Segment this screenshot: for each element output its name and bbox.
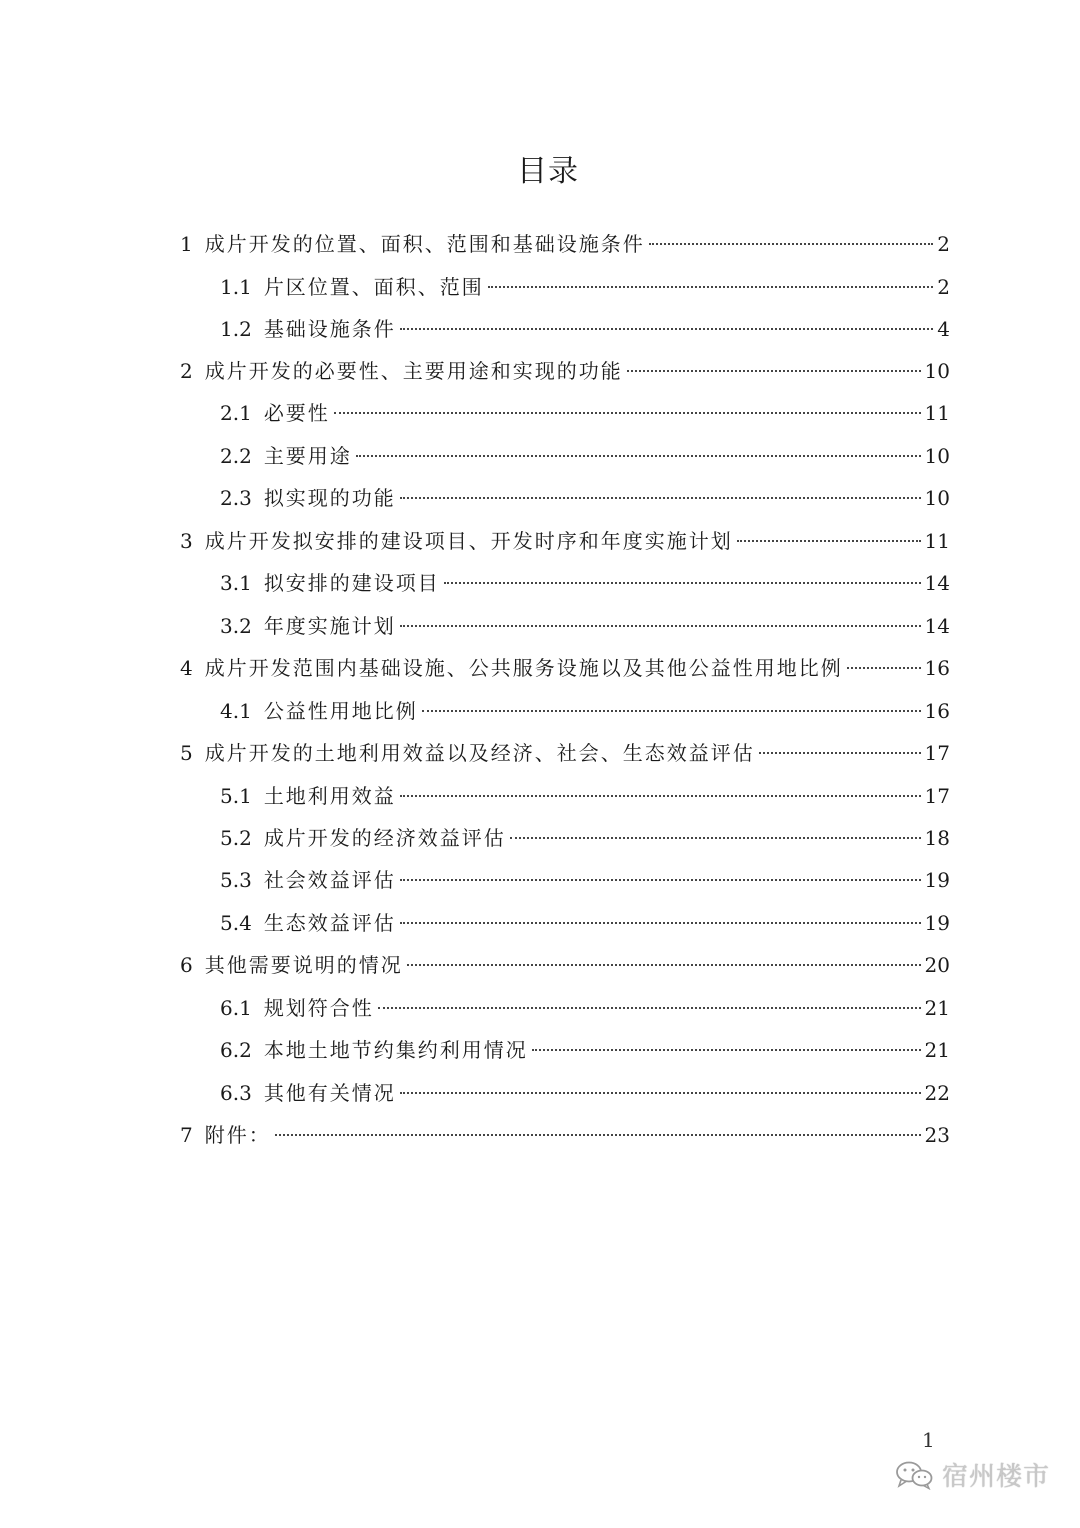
- toc-entry-page: 17: [924, 784, 950, 808]
- toc-entry-page: 22: [924, 1081, 950, 1105]
- toc-entry[interactable]: [180, 648, 950, 688]
- toc-leader-dots: [334, 412, 921, 414]
- toc-entry-title: 成片开发的位置、面积、范围和基础设施条件: [204, 232, 645, 256]
- toc-entry-page: 16: [924, 656, 950, 680]
- toc-entry-number: 1: [180, 232, 193, 256]
- toc-entry-page: 2: [937, 232, 950, 256]
- toc-entry-number: 5.3: [220, 868, 252, 892]
- toc-entry-page: 10: [924, 444, 950, 468]
- toc-entry-title: 拟实现的功能: [263, 486, 396, 510]
- watermark-text: 宿州楼市: [942, 1462, 1051, 1492]
- toc-entry-title: 规划符合性: [263, 996, 374, 1020]
- toc-entry[interactable]: [220, 309, 950, 349]
- toc-entry[interactable]: [220, 691, 950, 731]
- toc-entry-page: 2: [937, 275, 950, 299]
- toc-leader-dots: [422, 710, 921, 712]
- toc-entry-page: 20: [924, 953, 950, 977]
- toc-entry-title: 土地利用效益: [263, 784, 396, 808]
- toc-entry-title: 社会效益评估: [263, 868, 396, 892]
- toc-entry-number: 3.2: [220, 614, 252, 638]
- toc-leader-dots: [737, 540, 921, 542]
- toc-entry-number: 2.1: [220, 401, 252, 425]
- toc-entry-page: 21: [924, 1038, 950, 1062]
- toc-leader-dots: [400, 879, 921, 881]
- toc-entry-number: 4.1: [220, 699, 252, 723]
- toc-entry-page: 14: [924, 571, 950, 595]
- toc-entry[interactable]: [220, 478, 950, 518]
- toc-entry-number: 2: [180, 359, 193, 383]
- toc-entry[interactable]: [220, 1030, 950, 1070]
- toc-leader-dots: [759, 752, 921, 754]
- toc-entry-number: 6.3: [220, 1081, 252, 1105]
- toc-leader-dots: [356, 455, 921, 457]
- toc-entry-title: 必要性: [263, 401, 330, 425]
- toc-entry-number: 6: [180, 953, 193, 977]
- toc-leader-dots: [275, 1134, 921, 1136]
- toc-entry-page: 17: [924, 741, 950, 765]
- toc-entry-number: 1.1: [220, 275, 252, 299]
- toc-entry[interactable]: [220, 563, 950, 603]
- toc-leader-dots: [847, 667, 921, 669]
- toc-entry[interactable]: [220, 267, 950, 307]
- toc-entry-page: 18: [924, 826, 950, 850]
- page-title: 目录: [517, 154, 579, 189]
- toc-entry-page: 11: [924, 401, 950, 425]
- toc-entry-title: 其他有关情况: [263, 1081, 396, 1105]
- toc-entry-title: 附件：: [204, 1123, 271, 1147]
- toc-leader-dots: [532, 1049, 921, 1051]
- toc-leader-dots: [649, 243, 934, 245]
- toc-entry-page: 23: [924, 1123, 950, 1147]
- toc-entry-title: 公益性用地比例: [263, 699, 418, 723]
- toc-entry-title: 主要用途: [263, 444, 352, 468]
- toc-entry-number: 2.3: [220, 486, 252, 510]
- toc-entry-title: 成片开发的经济效益评估: [263, 826, 506, 850]
- toc-leader-dots: [510, 837, 921, 839]
- page-number: 1: [922, 1428, 935, 1452]
- toc-entry-number: 5.2: [220, 826, 252, 850]
- toc-leader-dots: [400, 922, 921, 924]
- toc-entry-number: 6.1: [220, 996, 252, 1020]
- toc-entry-title: 成片开发的土地利用效益以及经济、社会、生态效益评估: [204, 741, 755, 765]
- toc-leader-dots: [400, 497, 921, 499]
- toc-entry-number: 3.1: [220, 571, 252, 595]
- toc-entry-title: 拟安排的建设项目: [263, 571, 440, 595]
- toc-entry-title: 生态效益评估: [263, 911, 396, 935]
- toc-entry-number: 6.2: [220, 1038, 252, 1062]
- wechat-icon: [894, 1460, 934, 1490]
- toc-entry-number: 5.1: [220, 784, 252, 808]
- toc-leader-dots: [378, 1007, 921, 1009]
- toc-entry[interactable]: [220, 1073, 950, 1113]
- toc-entry[interactable]: [180, 521, 950, 561]
- toc-entry[interactable]: [220, 903, 950, 943]
- toc-leader-dots: [400, 1092, 921, 1094]
- toc-leader-dots: [400, 328, 933, 330]
- toc-leader-dots: [407, 964, 921, 966]
- toc-entry-title: 基础设施条件: [263, 317, 396, 341]
- toc-entry[interactable]: [220, 436, 950, 476]
- toc-entry-title: 本地土地节约集约利用情况: [263, 1038, 528, 1062]
- toc-entry-title: 年度实施计划: [263, 614, 396, 638]
- toc-leader-dots: [627, 370, 921, 372]
- toc-entry[interactable]: [220, 988, 950, 1028]
- toc-entry[interactable]: [180, 945, 950, 985]
- toc-entry[interactable]: [220, 818, 950, 858]
- toc-entry-page: 10: [924, 486, 950, 510]
- toc-entry-title: 其他需要说明的情况: [204, 953, 403, 977]
- toc-entry-page: 19: [924, 868, 950, 892]
- toc-entry-title: 成片开发的必要性、主要用途和实现的功能: [204, 359, 623, 383]
- toc-entry-title: 成片开发拟安排的建设项目、开发时序和年度实施计划: [204, 529, 733, 553]
- toc-entry-number: 2.2: [220, 444, 252, 468]
- toc-entry-page: 14: [924, 614, 950, 638]
- toc-entry-title: 片区位置、面积、范围: [263, 275, 484, 299]
- toc-entry[interactable]: [180, 1115, 950, 1155]
- toc-entry[interactable]: [220, 860, 950, 900]
- toc-entry-page: 19: [924, 911, 950, 935]
- toc-entry-number: 4: [180, 656, 193, 680]
- toc-entry-page: 10: [924, 359, 950, 383]
- watermark: [894, 1456, 1050, 1493]
- toc-entry[interactable]: [220, 776, 950, 816]
- toc-entry[interactable]: [180, 224, 950, 264]
- toc-entry[interactable]: [220, 393, 950, 433]
- toc-entry[interactable]: [180, 351, 950, 391]
- toc-entry-number: 1.2: [220, 317, 252, 341]
- toc-leader-dots: [488, 286, 933, 288]
- toc-leader-dots: [400, 795, 921, 797]
- toc-entry-page: 11: [924, 529, 950, 553]
- toc-leader-dots: [444, 582, 921, 584]
- toc-entry[interactable]: [180, 733, 950, 773]
- toc-entry-number: 3: [180, 529, 193, 553]
- toc-leader-dots: [400, 625, 921, 627]
- toc-entry-number: 7: [180, 1123, 193, 1147]
- toc-entry[interactable]: [220, 606, 950, 646]
- toc-entry-number: 5: [180, 741, 193, 765]
- toc-entry-page: 21: [924, 996, 950, 1020]
- toc-entry-page: 16: [924, 699, 950, 723]
- toc-entry-title: 成片开发范围内基础设施、公共服务设施以及其他公益性用地比例: [204, 656, 843, 680]
- toc-entry-number: 5.4: [220, 911, 252, 935]
- toc-entry-page: 4: [937, 317, 950, 341]
